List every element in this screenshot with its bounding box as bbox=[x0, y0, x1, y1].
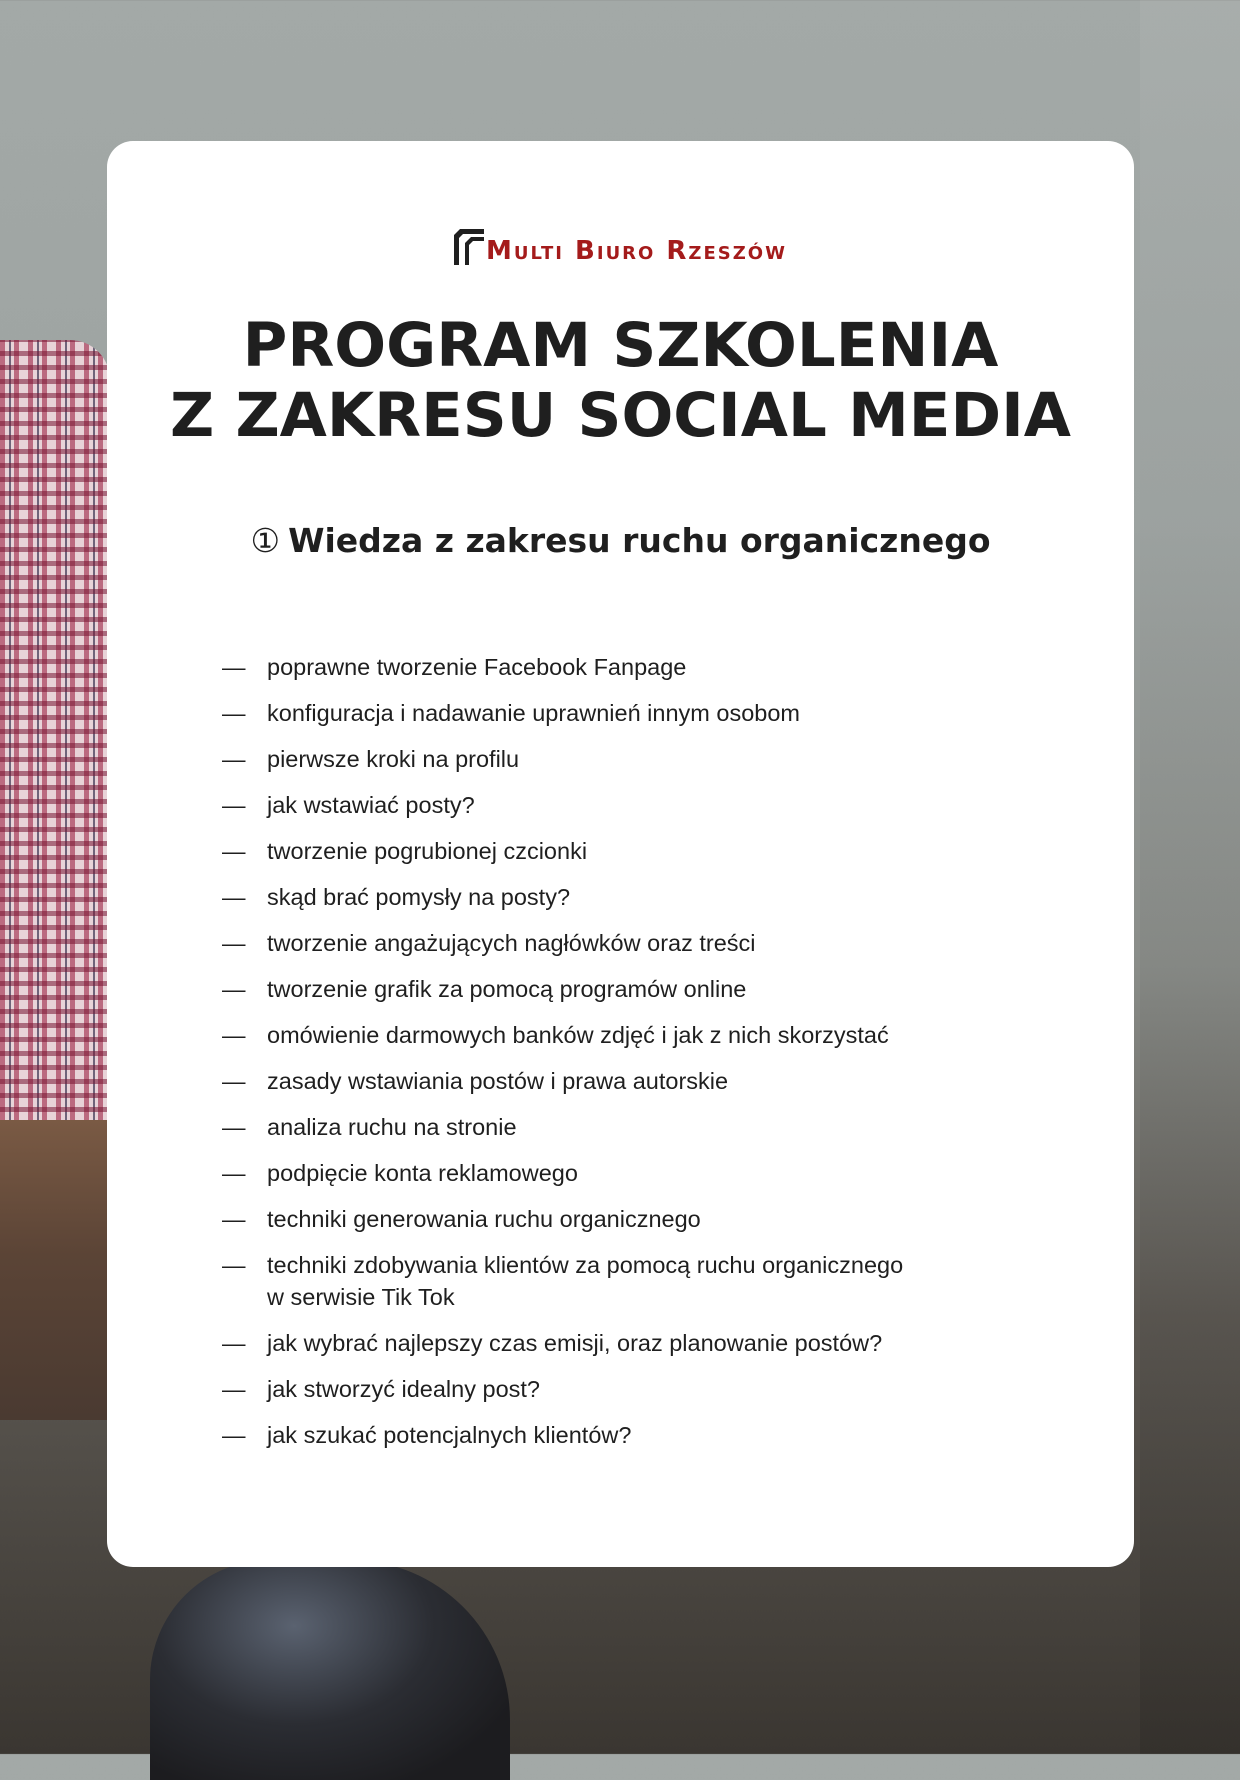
topics-list bbox=[222, 651, 1042, 1465]
list-item-text: jak stworzyć idealny post? bbox=[267, 1376, 540, 1402]
list-item-text: analiza ruchu na stronie bbox=[267, 1114, 517, 1140]
list-item bbox=[222, 1065, 1042, 1097]
bullet-dash: — bbox=[222, 746, 246, 772]
list-item bbox=[222, 1157, 1042, 1189]
bullet-dash: — bbox=[222, 1330, 246, 1356]
list-item-text: tworzenie angażujących nagłówków oraz treści bbox=[267, 930, 756, 956]
list-item-text: techniki generowania ruchu organicznego bbox=[267, 1206, 701, 1232]
bullet-dash: — bbox=[222, 1252, 246, 1278]
bullet-dash: — bbox=[222, 700, 246, 726]
list-item bbox=[222, 881, 1042, 913]
background-shirt-photo bbox=[0, 340, 110, 1140]
list-item bbox=[222, 835, 1042, 867]
bullet-dash: — bbox=[222, 838, 246, 864]
list-item bbox=[222, 1019, 1042, 1051]
list-item-text: tworzenie grafik za pomocą programów online bbox=[267, 976, 747, 1002]
bullet-dash: — bbox=[222, 1068, 246, 1094]
bullet-dash: — bbox=[222, 1022, 246, 1048]
bullet-dash: — bbox=[222, 1422, 246, 1448]
bullet-dash: — bbox=[222, 930, 246, 956]
bullet-dash: — bbox=[222, 1114, 246, 1140]
list-item-text: omówienie darmowych banków zdjęć i jak z nich skorzystać bbox=[267, 1022, 889, 1048]
list-item bbox=[222, 697, 1042, 729]
background-shoe-photo bbox=[150, 1560, 510, 1780]
bullet-dash: — bbox=[222, 976, 246, 1002]
list-item bbox=[222, 1203, 1042, 1235]
list-item-text: pierwsze kroki na profilu bbox=[267, 746, 520, 772]
bullet-dash: — bbox=[222, 1160, 246, 1186]
list-item bbox=[222, 1111, 1042, 1143]
background-wall bbox=[1140, 0, 1240, 1754]
section-number: ① bbox=[250, 521, 281, 560]
bullet-dash: — bbox=[222, 1206, 246, 1232]
list-item bbox=[222, 927, 1042, 959]
title-line-2: Z ZAKRESU SOCIAL MEDIA bbox=[169, 380, 1071, 451]
page-title bbox=[107, 311, 1134, 451]
list-item bbox=[222, 651, 1042, 683]
content-card bbox=[107, 141, 1134, 1567]
section-title: Wiedza z zakresu ruchu organicznego bbox=[288, 521, 991, 560]
list-item bbox=[222, 1327, 1042, 1359]
house-corner-icon bbox=[454, 229, 484, 265]
bullet-dash: — bbox=[222, 654, 246, 680]
background-arm-photo bbox=[0, 1120, 110, 1420]
list-item-text: tworzenie pogrubionej czcionki bbox=[267, 838, 588, 864]
list-item-text: techniki zdobywania klientów za pomocą ruchu organicznego w serwisie Tik Tok bbox=[267, 1252, 904, 1310]
logo-text: Multi Biuro Rzeszów bbox=[486, 236, 787, 266]
title-line-1: PROGRAM SZKOLENIA bbox=[242, 310, 999, 381]
bullet-dash: — bbox=[222, 884, 246, 910]
bullet-dash: — bbox=[222, 792, 246, 818]
list-item-text: poprawne tworzenie Facebook Fanpage bbox=[267, 654, 687, 680]
list-item bbox=[222, 789, 1042, 821]
list-item-text: podpięcie konta reklamowego bbox=[267, 1160, 578, 1186]
section-heading bbox=[107, 521, 1134, 561]
list-item-text: jak wybrać najlepszy czas emisji, oraz planowanie postów? bbox=[267, 1330, 883, 1356]
list-item-text: zasady wstawiania postów i prawa autorskie bbox=[267, 1068, 729, 1094]
list-item-text: jak szukać potencjalnych klientów? bbox=[267, 1422, 632, 1448]
list-item bbox=[222, 1419, 1042, 1451]
list-item-text: konfiguracja i nadawanie uprawnień innym osobom bbox=[267, 700, 800, 726]
list-item-text: jak wstawiać posty? bbox=[267, 792, 475, 818]
list-item-text: skąd brać pomysły na posty? bbox=[267, 884, 571, 910]
list-item bbox=[222, 1249, 1042, 1313]
list-item bbox=[222, 1373, 1042, 1405]
list-item bbox=[222, 743, 1042, 775]
bullet-dash: — bbox=[222, 1376, 246, 1402]
company-logo bbox=[107, 229, 1134, 265]
list-item bbox=[222, 973, 1042, 1005]
